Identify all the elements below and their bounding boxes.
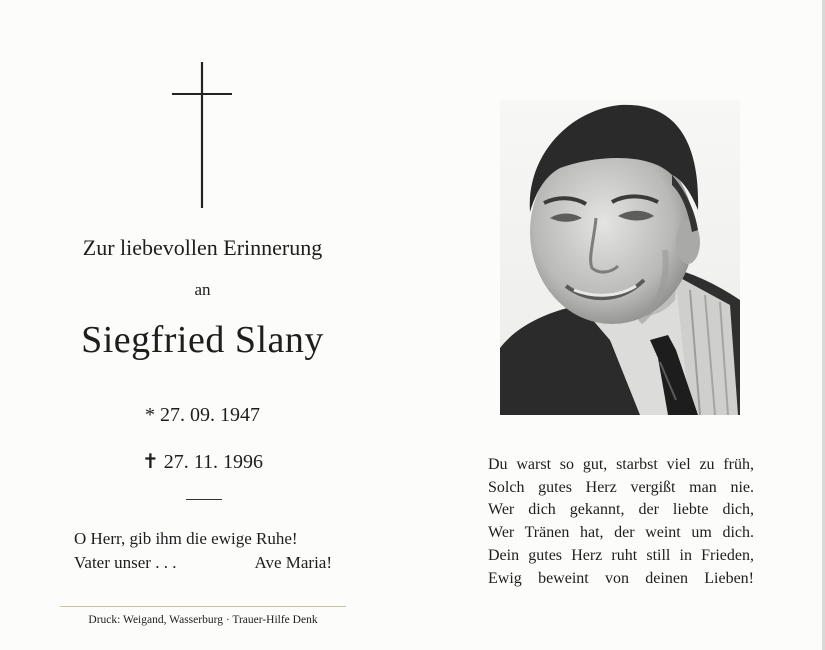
an-text: an — [194, 280, 211, 299]
divider — [186, 499, 222, 500]
death-date: ✝ 27. 11. 1996 — [141, 451, 263, 473]
memory-heading: Zur liebevollen Erinnerung — [82, 235, 323, 260]
prayer-line: O Herr, gib ihm die ewige Ruhe! — [74, 529, 298, 548]
poem-line: Wer dich gekannt, der liebte dich, — [488, 501, 754, 519]
cross-icon — [170, 60, 234, 210]
prayer-line-2 — [74, 553, 334, 573]
poem-line: Wer Tränen hat, der weint um dich. — [488, 524, 754, 542]
poem-line: Solch gutes Herz vergißt man nie. — [488, 478, 754, 496]
poem-line: Dein gutes Herz ruht still in Frieden, — [488, 546, 754, 564]
poem-line: Du warst so gut, starbst viel zu früh, — [488, 456, 754, 473]
footer-divider — [60, 606, 346, 607]
deceased-name: Siegfried Slany — [81, 319, 324, 361]
poem-line: Ewig beweint von deinen Lieben! — [488, 569, 754, 587]
prayer-vater-unser: Vater unser . . . — [74, 553, 177, 572]
prayer-ave-maria: Ave Maria! — [254, 553, 332, 572]
printer-credit: Druck: Weigand, Wasserburg · Trauer-Hilfe Denk — [88, 614, 318, 626]
portrait-photo — [500, 100, 740, 415]
poem — [488, 454, 754, 590]
birth-date: * 27. 09. 1947 — [145, 404, 260, 426]
